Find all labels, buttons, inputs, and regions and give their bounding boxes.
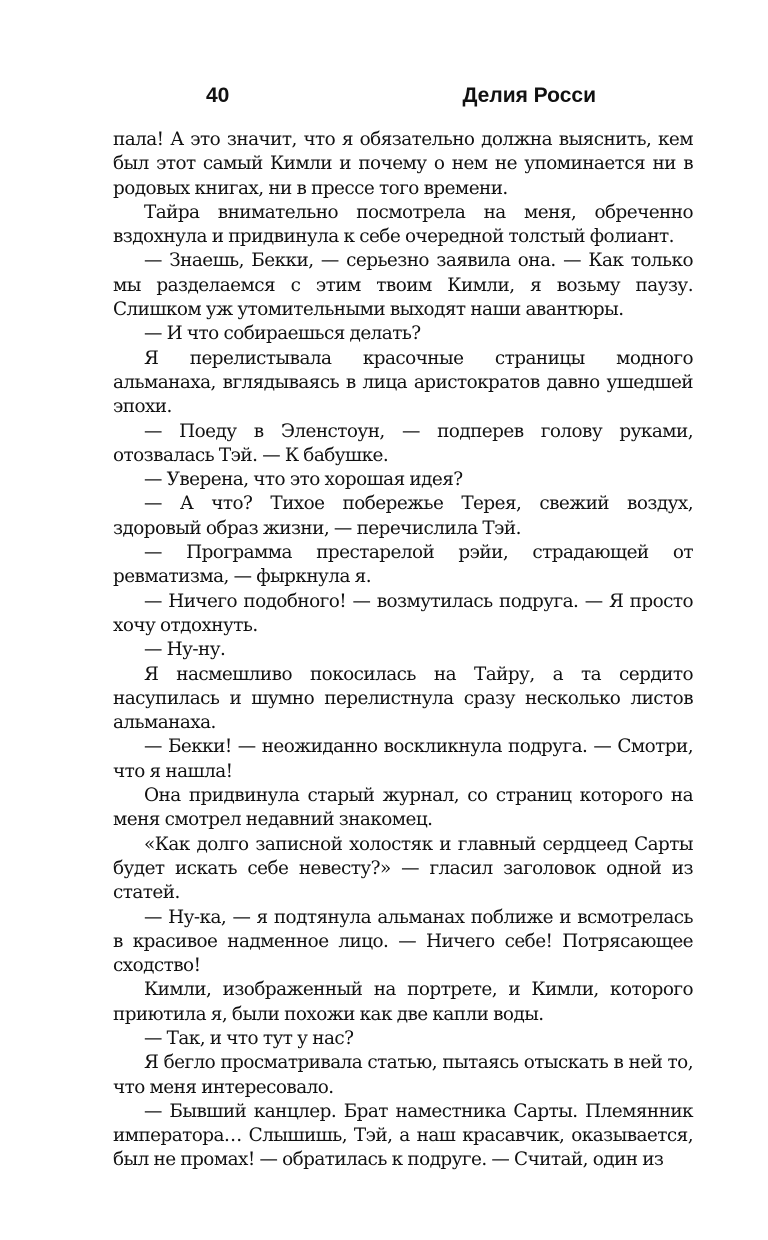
paragraph: — Ну-ну.: [144, 639, 226, 661]
paragraph: — А что? Тихое побережье Терея, свежий воздух, здоровый образ жизни, — перечислила Тэй.: [113, 493, 693, 539]
paragraph: Тайра внимательно посмотрела на меня, обреченно вздохнула и придвинула к себе очередной толстый фолиант.: [113, 201, 693, 248]
paragraph: — Бекки! — неожиданно воскликнула подруга. — Смотри, что я нашла!: [113, 736, 693, 782]
paragraph: — Программа престарелой рэйи, страдающей от ревматизма, — фыркнула я.: [113, 542, 693, 588]
paragraph: — Бывший канцлер. Брат наместника Сарты. Племянник императора… Слышишь, Тэй, а наш красавчик, оказывается, был не промах! — обратилась к подруге. — Считай, один из: [113, 1100, 693, 1171]
paragraph: Она придвинула старый журнал, со страниц которого на меня смотрел недавний знакомец.: [113, 785, 693, 831]
body-text: [113, 128, 693, 1173]
paragraph: — Ну-ка, — я подтянула альманах поближе и всмотрелась в красивое надменное лицо. — Ничего себе! Потрясающее сходство!: [113, 906, 693, 977]
paragraph: Я перелистывала красочные страницы модного альманаха, вглядываясь в лица аристократов давно ушедшей эпохи.: [113, 347, 693, 418]
paragraph: пала! А это значит, что я обязательно должна выяснить, кем был этот самый Кимли и почему о нем не упоминается ни в родовых книгах, ни в прессе того времени.: [113, 129, 693, 199]
paragraph: Я насмешливо покосилась на Тайру, а та сердито насупилась и шумно перелистнула сразу несколько листов альманаха.: [113, 663, 693, 734]
paragraph: — Знаешь, Бекки, — серьезно заявила она. — Как только мы разделаемся с этим твоим Кимли, я возьму паузу. Слишком уж утомительными выходят наши авантюры.: [113, 250, 693, 321]
running-header: [0, 84, 768, 114]
paragraph: «Как долго записной холостяк и главный сердцеед Сарты будет искать себе невесту?» — гласил заголовок одной из статей.: [113, 833, 693, 904]
paragraph: — Поеду в Эленстоун, — подперев голову руками, отозвалась Тэй. — К бабушке.: [113, 420, 693, 466]
running-title: Делия Росси: [462, 84, 596, 107]
paragraph: — Ничего подобного! — возмутилась подруга. — Я просто хочу отдохнуть.: [113, 590, 693, 636]
page-number: 40: [206, 84, 230, 107]
paragraph: — Так, и что тут у нас?: [144, 1027, 354, 1049]
paragraph: — Уверена, что это хорошая идея?: [144, 469, 463, 491]
paragraph: Кимли, изображенный на портрете, и Кимли, которого приютила я, были похожи как две капли воды.: [113, 979, 693, 1025]
paragraph: Я бегло просматривала статью, пытаясь отыскать в ней то, что меня интересовало.: [113, 1052, 693, 1098]
paragraph: — И что собираешься делать?: [144, 323, 421, 345]
